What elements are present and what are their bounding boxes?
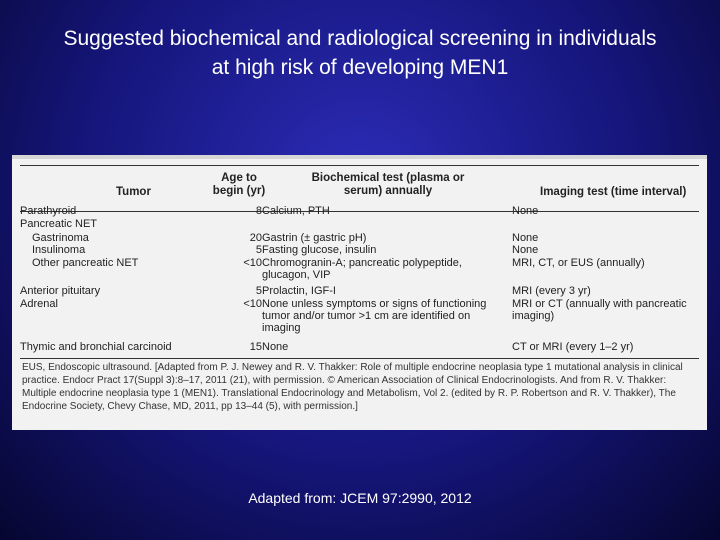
table-footnote: EUS, Endoscopic ultrasound. [Adapted from P. J. Newey and R. V. Thakker: Role of multiple endocrine neoplasia type 1 mutational analysis in clinical practice. Endocr Pract 17(Suppl 3):8–17, 2011 (21), with permission. © American Association of Clinical Endocrinologists. And from R. V. Thakker: Multiple endocrine neoplasia type 1 (MEN1). Translational Endocrinology and Metabolism, Vol 2. (edited by R. P. Robertson and R. V. Thakker), The Endocrine Society, Chevy Chase, MD, 2011, pp 13–44 (5), with permission.] — [22, 362, 683, 412]
screening-table: Tumor Age to begin (yr) Biochemical test (plasma or serum) annually Imaging test (time interval) Parathyroid 8 Calcium, PTH None Pancreatic NET Gastrinoma 20 Gastrin (± gastric pH) None Insulinoma 5 Fasting glucose, insulin None Other pancreatic NET <10 Chromogranin-A; pancreatic polypeptide, glucagon, VIP MRI, CT, or EUS (annually) Anterior pituitary 5 Prolactin, IGF-I MRI (every 3 yr) Adrenal <10 None unless symptoms or signs of functioning tumor and/or tumor >1 cm are identified on imaging MRI or CT (annually with pancreatic imaging) Thymic and bronchial carcinoid 15 None CT or MRI (every 1–2 yr) EUS, Endoscopic ultrasound. [Adapted from P. J. Newey and R. V. Thakker: Role of multiple endocrine neoplasia type 1 mutational analysis in clinical practice. Endocr Pract 17(Suppl 3):8–17, 2011 (21), with permission. © American Association of Clinical Endocrinologists. And from R. V. Thakker: Multiple endocrine neoplasia type 1 (MEN1). Translational Endocrinology and Metabolism, Vol 2. (edited by R. P. Robertson and R. V. Thakker), The Endocrine Society, Chevy Chase, MD, 2011, pp 13–44 (5), with permission.] — [12, 155, 707, 430]
header-tumor: Tumor — [116, 186, 151, 198]
cropped-top-edge — [12, 155, 707, 159]
source-citation: Adapted from: JCEM 97:2990, 2012 — [248, 490, 472, 506]
slide-title: Suggested biochemical and radiological screening in individuals at high risk of developing MEN1 — [63, 27, 657, 79]
table-bottom-rule — [20, 358, 699, 359]
header-biochemical-test: Biochemical test (plasma or serum) annually — [311, 172, 465, 197]
header-age: Age to begin (yr) — [212, 172, 266, 197]
table-header — [20, 165, 699, 212]
header-imaging-test: Imaging test (time interval) — [540, 186, 687, 198]
